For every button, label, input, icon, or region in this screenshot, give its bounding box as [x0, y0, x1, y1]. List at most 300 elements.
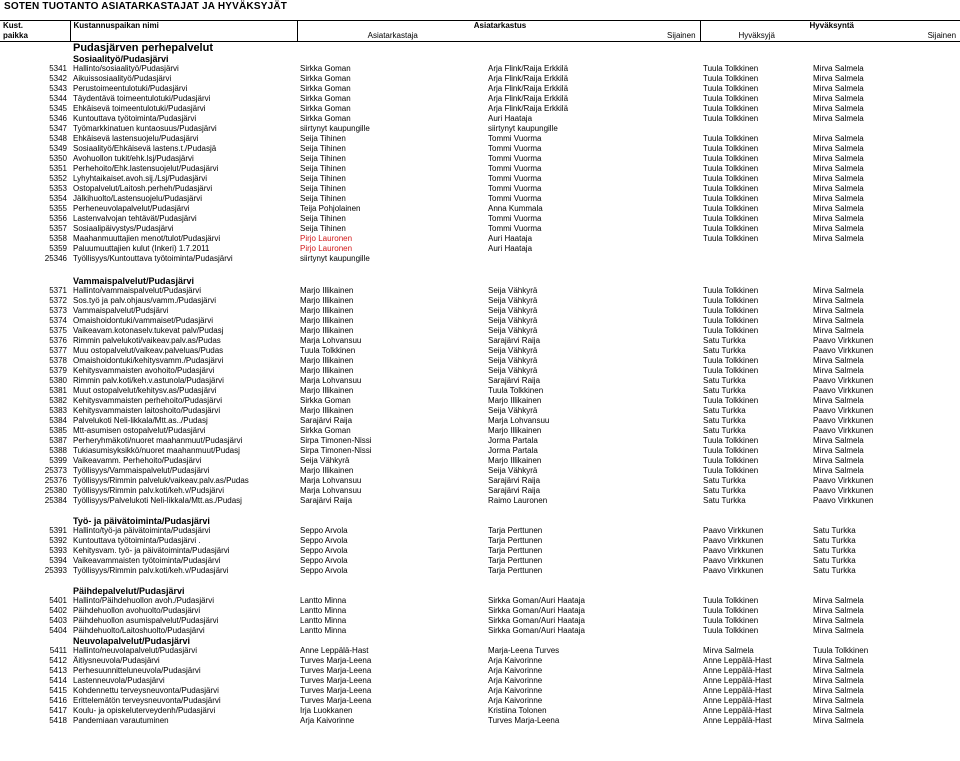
cost-center-name: Vaikeavam.kotonaselv.tukevat palv/Pudasj — [73, 326, 224, 335]
asiatarkastaja-sijainen-cell: Anna Kummala — [488, 204, 543, 213]
table-row — [0, 556, 960, 566]
section-header-row — [0, 276, 960, 286]
hyvaksyja-cell: Satu Turkka — [703, 476, 746, 485]
hyvaksyja-cell: Tuula Tolkkinen — [703, 616, 759, 625]
hyvaksyja-cell: Tuula Tolkkinen — [703, 224, 759, 233]
cost-center-name: Vaikeavammaisten työtoiminta/Pudasjärvi — [73, 556, 221, 565]
asiatarkastaja-cell: Irja Luokkanen — [300, 706, 353, 715]
hyvaksyja-sijainen-cell: Mirva Salmela — [813, 204, 864, 213]
table-row — [0, 134, 960, 144]
cost-center-name: Kohdennettu terveysneuvonta/Pudasjärvi — [73, 686, 219, 695]
hyvaksyja-sijainen-cell: Mirva Salmela — [813, 716, 864, 725]
hyvaksyja-sijainen-cell: Satu Turkka — [813, 556, 856, 565]
hyvaksyja-cell: Tuula Tolkkinen — [703, 596, 759, 605]
hyvaksyja-sijainen-cell: Paavo Virkkunen — [813, 406, 874, 415]
asiatarkastaja-cell: Turves Marja-Leena — [300, 656, 372, 665]
cost-center-name: Sosiaalityö/Ehkäisevä lastens.t./Pudasjä — [73, 144, 217, 153]
section-title: Työ- ja päivätoiminta/Pudasjärvi — [73, 516, 210, 526]
asiatarkastaja-sijainen-cell: Tommi Vuorma — [488, 184, 542, 193]
hyvaksyja-sijainen-cell: Mirva Salmela — [813, 296, 864, 305]
cost-center-name: Työllisyys/Rimmin palveluk/vaikeav.palv.as/Pudas — [73, 476, 249, 485]
hyvaksyja-sijainen-cell: Mirva Salmela — [813, 114, 864, 123]
asiatarkastaja-cell: Seppo Arvola — [300, 526, 348, 535]
asiatarkastaja-sijainen-cell: Arja Kaivorinne — [488, 656, 543, 665]
cost-center-code: 5401 — [49, 596, 67, 605]
asiatarkastaja-cell: Anne Leppälä-Hast — [300, 646, 369, 655]
section-spacer-cell — [0, 586, 70, 596]
asiatarkastaja-sijainen-cell: Arja Flink/Raija Erkkilä — [488, 84, 569, 93]
asiatarkastaja-cell: Seija Tihinen — [300, 214, 346, 223]
hyvaksyja-cell: Tuula Tolkkinen — [703, 466, 759, 475]
cost-center-code: 5346 — [49, 114, 67, 123]
asiatarkastaja-sijainen-cell: Kristiina Tolonen — [488, 706, 547, 715]
asiatarkastaja-cell: Sirkka Goman — [300, 114, 351, 123]
section-spacer-cell — [0, 54, 70, 64]
hyvaksyja-sijainen-cell: Mirva Salmela — [813, 306, 864, 315]
cost-center-code: 25373 — [44, 466, 67, 475]
asiatarkastaja-sijainen-cell: Marjo Illikainen — [488, 456, 542, 465]
asiatarkastaja-sijainen-cell: Jorma Partala — [488, 436, 538, 445]
section-header-row — [0, 54, 960, 64]
hyvaksyja-sijainen-cell: Mirva Salmela — [813, 164, 864, 173]
header-hyvaksynta: Hyväksyntä — [700, 21, 960, 32]
hyvaksyja-cell: Paavo Virkkunen — [703, 556, 764, 565]
unit-title: Pudasjärven perhepalvelut — [73, 42, 213, 54]
cost-center-code: 5376 — [49, 336, 67, 345]
hyvaksyja-sijainen-cell: Mirva Salmela — [813, 356, 864, 365]
cost-center-name: Kuntouttava työtoiminta/Pudasjärvi — [73, 114, 197, 123]
asiatarkastaja-cell: Marjo Illikainen — [300, 316, 354, 325]
cost-center-code: 5388 — [49, 446, 67, 455]
asiatarkastaja-sijainen-cell: Arja Kaivorinne — [488, 676, 543, 685]
hyvaksyja-sijainen-cell: Mirva Salmela — [813, 94, 864, 103]
hyvaksyja-cell: Satu Turkka — [703, 426, 746, 435]
asiatarkastaja-cell: Marjo Illikainen — [300, 326, 354, 335]
table-row — [0, 446, 960, 456]
asiatarkastaja-cell: Marjo Illikainen — [300, 296, 354, 305]
hyvaksyja-sijainen-cell: Mirva Salmela — [813, 224, 864, 233]
hyvaksyja-sijainen-cell: Mirva Salmela — [813, 696, 864, 705]
cost-center-code: 5403 — [49, 616, 67, 625]
asiatarkastaja-cell: Seija Tihinen — [300, 144, 346, 153]
table-row — [0, 94, 960, 104]
asiatarkastaja-sijainen-cell: Tarja Perttunen — [488, 526, 543, 535]
table-row — [0, 144, 960, 154]
cost-center-name: Kehitysvammaisten laitoshoito/Pudasjärvi — [73, 406, 221, 415]
cost-center-name: Sos.työ ja palv.ohjaus/vamm./Pudasjärvi — [73, 296, 217, 305]
hyvaksyja-cell: Satu Turkka — [703, 496, 746, 505]
table-row — [0, 536, 960, 546]
cost-center-code: 5354 — [49, 194, 67, 203]
asiatarkastaja-sijainen-cell: Sirkka Goman/Auri Haataja — [488, 606, 585, 615]
hyvaksyja-sijainen-cell: Satu Turkka — [813, 566, 856, 575]
asiatarkastaja-sijainen-cell: Arja Kaivorinne — [488, 696, 543, 705]
hyvaksyja-sijainen-cell — [810, 244, 960, 254]
asiatarkastaja-sijainen-cell: Marjo Illikainen — [488, 426, 542, 435]
section-spacer-cell — [0, 516, 70, 526]
asiatarkastaja-sijainen-cell: Tommi Vuorma — [488, 224, 542, 233]
table-row — [0, 296, 960, 306]
table-row — [0, 286, 960, 296]
hyvaksyja-cell: Tuula Tolkkinen — [703, 164, 759, 173]
hyvaksyja-sijainen-cell: Mirva Salmela — [813, 144, 864, 153]
cost-center-code: 25376 — [44, 476, 67, 485]
cost-center-code: 5343 — [49, 84, 67, 93]
hyvaksyja-sijainen-cell: Paavo Virkkunen — [813, 386, 874, 395]
cost-center-code: 5341 — [49, 64, 67, 73]
asiatarkastaja-sijainen-cell: Sirkka Goman/Auri Haataja — [488, 596, 585, 605]
table-row — [0, 666, 960, 676]
hyvaksyja-sijainen-cell: Mirva Salmela — [813, 74, 864, 83]
hyvaksyja-sijainen-cell: Mirva Salmela — [813, 234, 864, 243]
hyvaksyja-cell: Tuula Tolkkinen — [703, 194, 759, 203]
approvers-table — [0, 20, 960, 726]
cost-center-code: 5358 — [49, 234, 67, 243]
cost-center-code: 5342 — [49, 74, 67, 83]
cost-center-name: Tukiasumisyksikkö/nuoret maahanmuut/Pudasj — [73, 446, 240, 455]
hyvaksyja-cell: Tuula Tolkkinen — [703, 64, 759, 73]
asiatarkastaja-cell: Sirkka Goman — [300, 64, 351, 73]
section-title: Sosiaalityö/Pudasjärvi — [73, 54, 169, 64]
hyvaksyja-cell: Anne Leppälä-Hast — [703, 666, 772, 675]
asiatarkastaja-sijainen-cell: Raimo Lauronen — [488, 496, 548, 505]
hyvaksyja-cell: Tuula Tolkkinen — [703, 154, 759, 163]
asiatarkastaja-cell: Marjo Illikainen — [300, 406, 354, 415]
asiatarkastaja-sijainen-cell — [485, 254, 700, 264]
asiatarkastaja-cell: Seppo Arvola — [300, 546, 348, 555]
cost-center-code: 5349 — [49, 144, 67, 153]
document-title: SOTEN TUOTANTO ASIATARKASTAJAT JA HYVÄKSYJÄT — [4, 1, 288, 12]
table-row — [0, 456, 960, 466]
hyvaksyja-sijainen-cell: Paavo Virkkunen — [813, 376, 874, 385]
table-row — [0, 244, 960, 254]
hyvaksyja-sijainen-cell: Mirva Salmela — [813, 676, 864, 685]
cost-center-name: Perheneuvolapalvelut/Pudasjärvi — [73, 204, 190, 213]
cost-center-name: Hallinto/Päihdehuollon avoh./Pudasjärvi — [73, 596, 214, 605]
hyvaksyja-sijainen-cell: Mirva Salmela — [813, 134, 864, 143]
asiatarkastaja-cell: Sirkka Goman — [300, 94, 351, 103]
cost-center-name: Lastenvalvojan tehtävät/Pudasjärvi — [73, 214, 197, 223]
table-row — [0, 84, 960, 94]
asiatarkastaja-cell: Turves Marja-Leena — [300, 676, 372, 685]
hyvaksyja-sijainen-cell: Mirva Salmela — [813, 686, 864, 695]
asiatarkastaja-cell: Sirpa Timonen-Nissi — [300, 446, 372, 455]
cost-center-name: Päihdehuollon avohuolto/Pudasjärvi — [73, 606, 201, 615]
table-row — [0, 396, 960, 406]
table-row — [0, 204, 960, 214]
section-header-row — [0, 586, 960, 596]
asiatarkastaja-sijainen-cell: Seija Vähkyrä — [488, 306, 538, 315]
hyvaksyja-sijainen-cell: Mirva Salmela — [813, 596, 864, 605]
cost-center-code: 5416 — [49, 696, 67, 705]
hyvaksyja-cell: Anne Leppälä-Hast — [703, 686, 772, 695]
cost-center-name: Koulu- ja opiskeluterveydenh/Pudasjärvi — [73, 706, 216, 715]
cost-center-code: 5417 — [49, 706, 67, 715]
cost-center-code: 5350 — [49, 154, 67, 163]
hyvaksyja-sijainen-cell — [810, 254, 960, 264]
header-kust: Kust. — [0, 21, 70, 32]
cost-center-code: 5383 — [49, 406, 67, 415]
table-row — [0, 224, 960, 234]
hyvaksyja-sijainen-cell — [810, 124, 960, 134]
table-row — [0, 566, 960, 576]
header-empty — [70, 31, 297, 42]
hyvaksyja-cell: Tuula Tolkkinen — [703, 396, 759, 405]
asiatarkastaja-cell: Seppo Arvola — [300, 556, 348, 565]
table-row — [0, 466, 960, 476]
table-row — [0, 316, 960, 326]
hyvaksyja-sijainen-cell: Mirva Salmela — [813, 366, 864, 375]
header-paikka: paikka — [0, 31, 70, 42]
table-row — [0, 114, 960, 124]
table-body — [0, 21, 960, 727]
table-row — [0, 234, 960, 244]
spacer-cell — [0, 576, 960, 586]
table-row — [0, 64, 960, 74]
asiatarkastaja-sijainen-cell: Arja Flink/Raija Erkkilä — [488, 74, 569, 83]
hyvaksyja-cell: Paavo Virkkunen — [703, 566, 764, 575]
header-row-1 — [0, 21, 960, 32]
hyvaksyja-cell: Satu Turkka — [703, 406, 746, 415]
cost-center-code: 5359 — [49, 244, 67, 253]
asiatarkastaja-sijainen-cell: Sarajärvi Raija — [488, 376, 541, 385]
cost-center-name: Avohuollon tukit/ehk.lsj/Pudasjärvi — [73, 154, 194, 163]
table-row — [0, 104, 960, 114]
asiatarkastaja-cell: Seija Tihinen — [300, 184, 346, 193]
asiatarkastaja-sijainen-cell: Sirkka Goman/Auri Haataja — [488, 626, 585, 635]
hyvaksyja-cell: Tuula Tolkkinen — [703, 316, 759, 325]
cost-center-code: 5382 — [49, 396, 67, 405]
hyvaksyja-cell: Paavo Virkkunen — [703, 526, 764, 535]
hyvaksyja-cell: Satu Turkka — [703, 386, 746, 395]
asiatarkastaja-sijainen-cell: Tuula Tolkkinen — [488, 386, 544, 395]
hyvaksyja-sijainen-cell: Satu Turkka — [813, 546, 856, 555]
table-row — [0, 476, 960, 486]
header-kustannuspaikan-nimi: Kustannuspaikan nimi — [70, 21, 297, 32]
hyvaksyja-cell: Paavo Virkkunen — [703, 536, 764, 545]
unit-row — [0, 42, 960, 55]
cost-center-name: Kehitysvammaisten avohoito/Pudasjärvi — [73, 366, 215, 375]
hyvaksyja-sijainen-cell: Mirva Salmela — [813, 396, 864, 405]
asiatarkastaja-cell: Seija Tihinen — [300, 194, 346, 203]
hyvaksyja-cell: Tuula Tolkkinen — [703, 114, 759, 123]
cost-center-name: Työllisyys/Rimmin palv.koti/keh.v/Pudasjärvi — [73, 566, 229, 575]
asiatarkastaja-sijainen-cell: Tommi Vuorma — [488, 194, 542, 203]
cost-center-name: Omaishoidontuki/vammaiset/Pudasjärvi — [73, 316, 214, 325]
hyvaksyja-cell — [700, 254, 810, 264]
table-row — [0, 716, 960, 726]
asiatarkastaja-cell: Marja Lohvansuu — [300, 376, 362, 385]
asiatarkastaja-cell: Sirkka Goman — [300, 74, 351, 83]
cost-center-code: 5412 — [49, 656, 67, 665]
cost-center-code: 5394 — [49, 556, 67, 565]
cost-center-name: Perustoimeentulotuki/Pudasjärvi — [73, 84, 188, 93]
asiatarkastaja-cell: Seija Tihinen — [300, 134, 346, 143]
asiatarkastaja-cell: Sirkka Goman — [300, 84, 351, 93]
table-row — [0, 656, 960, 666]
cost-center-code: 5413 — [49, 666, 67, 675]
hyvaksyja-cell: Tuula Tolkkinen — [703, 214, 759, 223]
cost-center-code: 5375 — [49, 326, 67, 335]
asiatarkastaja-cell: Sirkka Goman — [300, 104, 351, 113]
asiatarkastaja-cell: Turves Marja-Leena — [300, 696, 372, 705]
asiatarkastaja-cell: Lantto Minna — [300, 626, 347, 635]
cost-center-code: 5355 — [49, 204, 67, 213]
table-row — [0, 436, 960, 446]
table-row — [0, 124, 960, 134]
hyvaksyja-cell: Mirva Salmela — [703, 646, 754, 655]
table-row — [0, 214, 960, 224]
table-row — [0, 416, 960, 426]
cost-center-name: Rimmin palvelukoti/vaikeav.palv.as/Pudas — [73, 336, 221, 345]
cost-center-code: 5371 — [49, 286, 67, 295]
hyvaksyja-cell: Tuula Tolkkinen — [703, 456, 759, 465]
cost-center-code: 5352 — [49, 174, 67, 183]
asiatarkastaja-sijainen-cell: Auri Haataja — [488, 234, 533, 243]
table-row — [0, 486, 960, 496]
cost-center-name: Työllisyys/Vammaispalvelut/Pudasjärvi — [73, 466, 210, 475]
cost-center-code: 5373 — [49, 306, 67, 315]
cost-center-code: 5392 — [49, 536, 67, 545]
cost-center-name: Työllisyys/Rimmin palv.koti/keh.v/Pudsjärvi — [73, 486, 225, 495]
hyvaksyja-cell: Tuula Tolkkinen — [703, 84, 759, 93]
asiatarkastaja-sijainen-cell: Marjo Illikainen — [488, 396, 542, 405]
header-row-2 — [0, 31, 960, 42]
hyvaksyja-cell: Tuula Tolkkinen — [703, 356, 759, 365]
cost-center-code: 5347 — [49, 124, 67, 133]
hyvaksyja-cell: Paavo Virkkunen — [703, 546, 764, 555]
hyvaksyja-sijainen-cell: Mirva Salmela — [813, 606, 864, 615]
cost-center-name: Omaishoidontuki/kehitysvamm./Pudasjärvi — [73, 356, 224, 365]
cost-center-name: Erittelemätön terveysneuvonta/Pudasjärvi — [73, 696, 221, 705]
asiatarkastaja-sijainen-cell: Auri Haataja — [488, 114, 533, 123]
hyvaksyja-sijainen-cell: Mirva Salmela — [813, 194, 864, 203]
cost-center-code: 5415 — [49, 686, 67, 695]
cost-center-name: Lyhyhtaikaiset.avoh.sij./Lsj/Pudasjärvi — [73, 174, 207, 183]
cost-center-code: 5384 — [49, 416, 67, 425]
asiatarkastaja-cell: Turves Marja-Leena — [300, 666, 372, 675]
asiatarkastaja-sijainen-cell: Tommi Vuorma — [488, 214, 542, 223]
table-row — [0, 164, 960, 174]
asiatarkastaja-sijainen-cell: Auri Haataja — [488, 244, 533, 253]
hyvaksyja-sijainen-cell: Mirva Salmela — [813, 656, 864, 665]
cost-center-name: Työllisyys/Kuntouttava työtoiminta/Pudasjärvi — [73, 254, 233, 263]
hyvaksyja-sijainen-cell: Satu Turkka — [813, 536, 856, 545]
section-header-row — [0, 636, 960, 646]
cost-center-name: Palvelukoti Neli-likkala/Mtt.as../Pudasj — [73, 416, 208, 425]
cost-center-code: 5351 — [49, 164, 67, 173]
hyvaksyja-sijainen-cell: Mirva Salmela — [813, 456, 864, 465]
cost-center-name: Työllisyys/Palvelukoti Neli-likkala/Mtt.as./Pudasj — [73, 496, 242, 505]
asiatarkastaja-sijainen-cell: Tarja Perttunen — [488, 566, 543, 575]
header-asiatarkastaja: Asiatarkastaja — [297, 31, 485, 42]
header-asiatarkastus: Asiatarkastus — [297, 21, 700, 32]
hyvaksyja-cell: Tuula Tolkkinen — [703, 234, 759, 243]
hyvaksyja-cell: Tuula Tolkkinen — [703, 174, 759, 183]
cost-center-name: Hallinto/vammaispalvelut/Pudasjärvi — [73, 286, 202, 295]
hyvaksyja-sijainen-cell: Paavo Virkkunen — [813, 486, 874, 495]
asiatarkastaja-sijainen-cell: Seija Vähkyrä — [488, 326, 538, 335]
hyvaksyja-sijainen-cell: Mirva Salmela — [813, 316, 864, 325]
asiatarkastaja-sijainen-cell: siirtynyt kaupungille — [488, 124, 558, 133]
asiatarkastaja-cell: Seija Tihinen — [300, 164, 346, 173]
hyvaksyja-sijainen-cell: Paavo Virkkunen — [813, 336, 874, 345]
asiatarkastaja-cell: siirtynyt kaupungille — [300, 124, 370, 133]
asiatarkastaja-cell: Teija Pohjolainen — [300, 204, 361, 213]
hyvaksyja-cell: Satu Turkka — [703, 346, 746, 355]
cost-center-name: Jälkihuolto/Lastensuojelu/Pudasjärvi — [73, 194, 202, 203]
hyvaksyja-cell: Satu Turkka — [703, 336, 746, 345]
asiatarkastaja-cell: Sirpa Timonen-Nissi — [300, 436, 372, 445]
cost-center-name: Hallinto/työ-ja päivätoiminta/Pudasjärvi — [73, 526, 211, 535]
asiatarkastaja-sijainen-cell: Sarajärvi Raija — [488, 476, 541, 485]
asiatarkastaja-cell: Turves Marja-Leena — [300, 686, 372, 695]
table-row — [0, 676, 960, 686]
hyvaksyja-cell: Tuula Tolkkinen — [703, 286, 759, 295]
cost-center-name: Päihdehuollon asumispalvelut/Pudasjärvi — [73, 616, 219, 625]
table-row — [0, 426, 960, 436]
hyvaksyja-sijainen-cell: Mirva Salmela — [813, 214, 864, 223]
asiatarkastaja-cell: Marjo Illikainen — [300, 466, 354, 475]
asiatarkastaja-cell: Seija Tihinen — [300, 174, 346, 183]
hyvaksyja-sijainen-cell: Paavo Virkkunen — [813, 346, 874, 355]
hyvaksyja-cell: Satu Turkka — [703, 416, 746, 425]
cost-center-name: Perhesuunnitteluneuvola/Pudasjärvi — [73, 666, 201, 675]
asiatarkastaja-cell: Marjo Illikainen — [300, 356, 354, 365]
asiatarkastaja-sijainen-cell: Marja Lohvansuu — [488, 416, 550, 425]
asiatarkastaja-cell: Marja Lohvansuu — [300, 486, 362, 495]
cost-center-code: 5357 — [49, 224, 67, 233]
hyvaksyja-cell: Anne Leppälä-Hast — [703, 676, 772, 685]
hyvaksyja-cell: Tuula Tolkkinen — [703, 296, 759, 305]
asiatarkastaja-sijainen-cell: Arja Kaivorinne — [488, 666, 543, 675]
hyvaksyja-cell: Tuula Tolkkinen — [703, 366, 759, 375]
cost-center-code: 5387 — [49, 436, 67, 445]
cost-center-code: 5345 — [49, 104, 67, 113]
table-row — [0, 154, 960, 164]
asiatarkastaja-cell: Sirkka Goman — [300, 396, 351, 405]
asiatarkastaja-sijainen-cell: Turves Marja-Leena — [488, 716, 560, 725]
asiatarkastaja-cell: Lantto Minna — [300, 606, 347, 615]
asiatarkastaja-sijainen-cell: Tarja Perttunen — [488, 536, 543, 545]
asiatarkastaja-cell: siirtynyt kaupungille — [300, 254, 370, 263]
asiatarkastaja-sijainen-cell: Seija Vähkyrä — [488, 356, 538, 365]
table-row — [0, 366, 960, 376]
table-row — [0, 326, 960, 336]
hyvaksyja-cell: Tuula Tolkkinen — [703, 326, 759, 335]
asiatarkastaja-sijainen-cell: Seija Vähkyrä — [488, 366, 538, 375]
cost-center-code: 5344 — [49, 94, 67, 103]
spacer-row — [0, 576, 960, 586]
asiatarkastaja-cell: Sarajärvi Raija — [300, 496, 353, 505]
cost-center-name: Maahanmuuttajien menot/tulot/Pudasjärvi — [73, 234, 221, 243]
table-row — [0, 346, 960, 356]
asiatarkastaja-cell: Seppo Arvola — [300, 536, 348, 545]
table-row — [0, 706, 960, 716]
hyvaksyja-cell: Tuula Tolkkinen — [703, 134, 759, 143]
spacer-cell — [0, 264, 960, 276]
table-row — [0, 606, 960, 616]
cost-center-code: 5378 — [49, 356, 67, 365]
asiatarkastaja-sijainen-cell: Tommi Vuorma — [488, 144, 542, 153]
asiatarkastaja-sijainen-cell: Sarajärvi Raija — [488, 336, 541, 345]
table-row — [0, 626, 960, 636]
asiatarkastaja-cell: Arja Kaivorinne — [300, 716, 355, 725]
hyvaksyja-sijainen-cell: Mirva Salmela — [813, 446, 864, 455]
hyvaksyja-sijainen-cell: Mirva Salmela — [813, 626, 864, 635]
asiatarkastaja-sijainen-cell: Tommi Vuorma — [488, 164, 542, 173]
hyvaksyja-sijainen-cell: Mirva Salmela — [813, 666, 864, 675]
